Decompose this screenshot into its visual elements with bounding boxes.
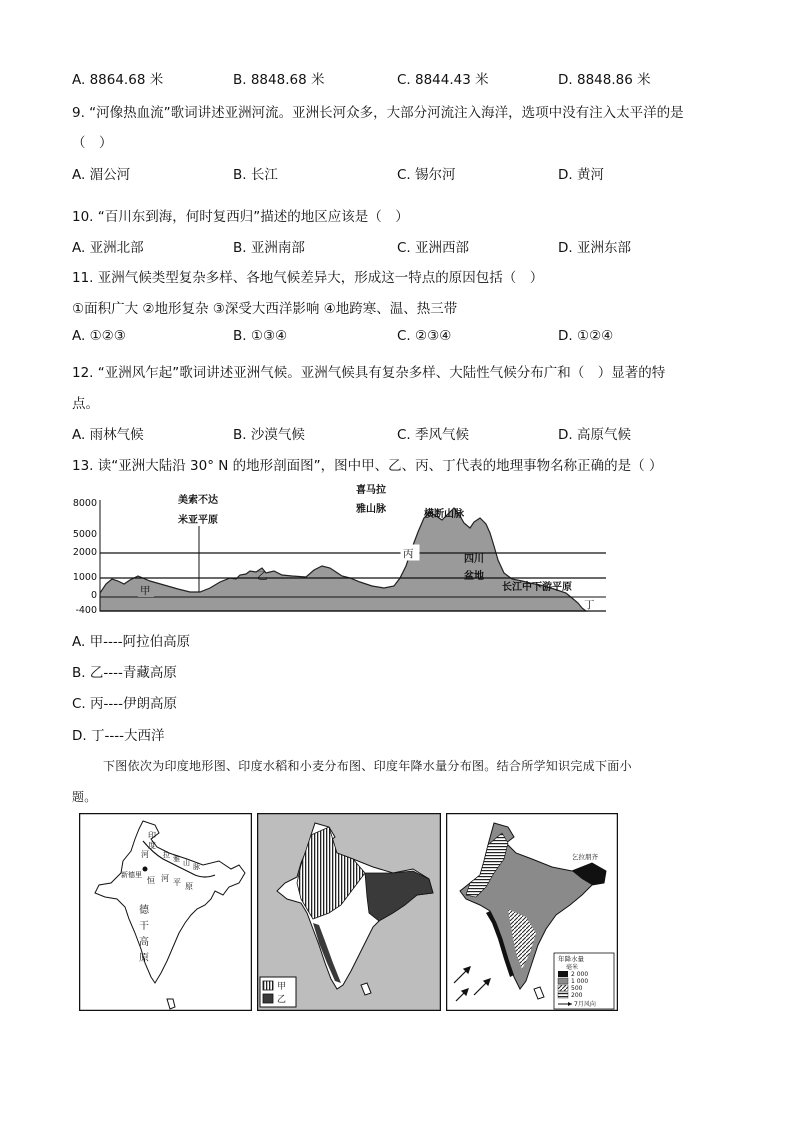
map3-legend-title: 年降水量: [558, 955, 584, 963]
q8-option-d: D. 8848.86 米: [558, 72, 651, 88]
map1-label-la: 拉: [163, 851, 170, 859]
map1-label-he: 河: [141, 850, 149, 859]
label-yangtze-plain: 长江中下游平原: [502, 582, 572, 593]
map3-legend-v2: 1 000: [571, 978, 589, 985]
terrain-profile-figure: [60, 478, 612, 618]
map1-label-de: 德: [139, 905, 149, 916]
map2-legend-swatch-jia: [263, 981, 273, 990]
map2-legend-yi: 乙: [277, 995, 287, 1005]
map3-legend-swatch-1: [558, 971, 568, 977]
map1-label-yuan2: 原: [139, 953, 149, 964]
map1-label-newdelhi: 新德里: [121, 871, 142, 879]
y-tick-1000: 1000: [72, 572, 97, 583]
map1-label-gan: 干: [139, 921, 149, 932]
y-tick-0: 0: [90, 590, 97, 601]
map1-label-shan: 山: [183, 859, 190, 867]
q10-option-b: B. 亚洲南部: [233, 240, 305, 256]
map3-legend-v1: 2 000: [571, 971, 589, 978]
q9-option-a: A. 湄公河: [72, 167, 131, 183]
india-terrain-map: [79, 813, 252, 1011]
q11-items: ①面积广大 ②地形复杂 ③深受大西洋影响 ④地跨寒、温、热三带: [72, 301, 458, 317]
q10-option-c: C. 亚洲西部: [397, 240, 470, 256]
intro-line-1: 下图依次为印度地形图、印度水稻和小麦分布图、印度年降水量分布图。结合所学知识完成下面小: [103, 759, 632, 773]
map1-newdelhi-dot: [143, 867, 148, 872]
label-hengduan: 横断山脉: [424, 509, 464, 520]
map1-label-gao: 高: [139, 937, 149, 948]
map3-legend-swatch-2: [558, 978, 568, 984]
q10-option-d: D. 亚洲东部: [558, 240, 631, 256]
q10-stem: 10. “百川东到海，何时复西归”描述的地区应该是（ ）: [72, 209, 409, 225]
label-sichuan-1: 四川: [464, 554, 484, 565]
label-mesopotamia-1: 美索不达: [178, 495, 218, 506]
map2-legend-jia: 甲: [277, 982, 287, 992]
terrain-silhouette: [100, 508, 586, 611]
q13-option-a: A. 甲----阿拉伯高原: [72, 634, 191, 650]
q9-option-d: D. 黄河: [558, 167, 604, 183]
y-tick-8000: 8000: [72, 498, 97, 509]
q11-option-a: A. ①②③: [72, 328, 126, 344]
map1-label-he2: 河: [161, 874, 169, 883]
q12-option-c: C. 季风气候: [397, 427, 470, 443]
map1-label-yin: 印: [148, 831, 156, 840]
q8-option-c: C. 8844.43 米: [397, 72, 489, 88]
label-bing: 丙: [403, 548, 414, 560]
q9-option-b: B. 长江: [233, 167, 278, 183]
map3-label-place: 乞拉朋齐: [572, 853, 598, 861]
map1-label-heng: 恒: [147, 876, 155, 885]
y-tick-5000: 5000: [72, 529, 97, 540]
label-ding: 丁: [584, 599, 595, 611]
map1-label-ping: 平: [173, 878, 181, 887]
india-crop-map: [257, 813, 441, 1011]
label-yi: 乙: [257, 570, 268, 582]
q8-option-b: B. 8848.68 米: [233, 72, 325, 88]
map1-label-yuan: 原: [185, 882, 193, 891]
q13-stem: 13. 读“亚洲大陆沿 30° N 的地形剖面图”，图中甲、乙、丙、丁代表的地理事物名称正确的是（ ）: [72, 458, 663, 474]
q9-answer-paren: （ ）: [72, 135, 113, 151]
y-tick-minus400: -400: [75, 605, 97, 616]
label-mesopotamia-2: 米亚平原: [178, 515, 218, 526]
india-precipitation-map: [446, 813, 618, 1011]
q11-stem: 11. 亚洲气候类型复杂多样、各地气候差异大，形成这一特点的原因包括（ ）: [72, 270, 544, 286]
map1-label-ya: 雅: [173, 855, 180, 863]
q12-stem: 12. “亚洲风乍起”歌词讲述亚洲气候。亚洲气候具有复杂多样、大陆性气候分布广和（ ）显著的特: [72, 365, 666, 381]
q12-option-b: B. 沙漠气候: [233, 427, 305, 443]
q11-option-b: B. ①③④: [233, 328, 288, 344]
map3-legend-swatch-3: [558, 985, 568, 991]
map3-legend-v3: 500: [571, 985, 583, 992]
intro-line-2: 题。: [72, 790, 97, 804]
y-tick-2000: 2000: [72, 547, 97, 558]
map3-legend-wind: 7月风向: [574, 1001, 596, 1008]
map1-label-du: 度: [148, 841, 156, 850]
map1-label-mai: 脉: [193, 863, 200, 871]
label-jia: 甲: [140, 585, 151, 597]
q12-option-a: A. 雨林气候: [72, 427, 144, 443]
label-himalaya-2: 雅山脉: [356, 504, 386, 515]
q12-option-d: D. 高原气候: [558, 427, 631, 443]
map3-legend-unit: 毫米: [566, 964, 579, 971]
q9-stem: 9. “河像热血流”歌词讲述亚洲河流。亚洲长河众多，大部分河流注入海洋，选项中没有注入太平洋的是: [72, 105, 684, 121]
q11-option-c: C. ②③④: [397, 328, 452, 344]
map1-frame: [80, 814, 252, 1011]
q13-option-b: B. 乙----青藏高原: [72, 665, 177, 681]
q11-option-d: D. ①②④: [558, 328, 614, 344]
map3-legend-v4: 200: [571, 992, 583, 999]
q8-option-a: A. 8864.68 米: [72, 72, 164, 88]
q9-option-c: C. 锡尔河: [397, 167, 456, 183]
label-sichuan-2: 盆地: [464, 571, 484, 582]
label-himalaya-1: 喜马拉: [356, 485, 386, 496]
q13-option-d: D. 丁----大西洋: [72, 728, 165, 744]
map2-legend-swatch-yi: [263, 994, 273, 1003]
q13-option-c: C. 丙----伊朗高原: [72, 696, 177, 712]
q10-option-a: A. 亚洲北部: [72, 240, 144, 256]
q12-stem-cont: 点。: [72, 396, 99, 412]
map3-legend-swatch-4: [558, 992, 568, 998]
